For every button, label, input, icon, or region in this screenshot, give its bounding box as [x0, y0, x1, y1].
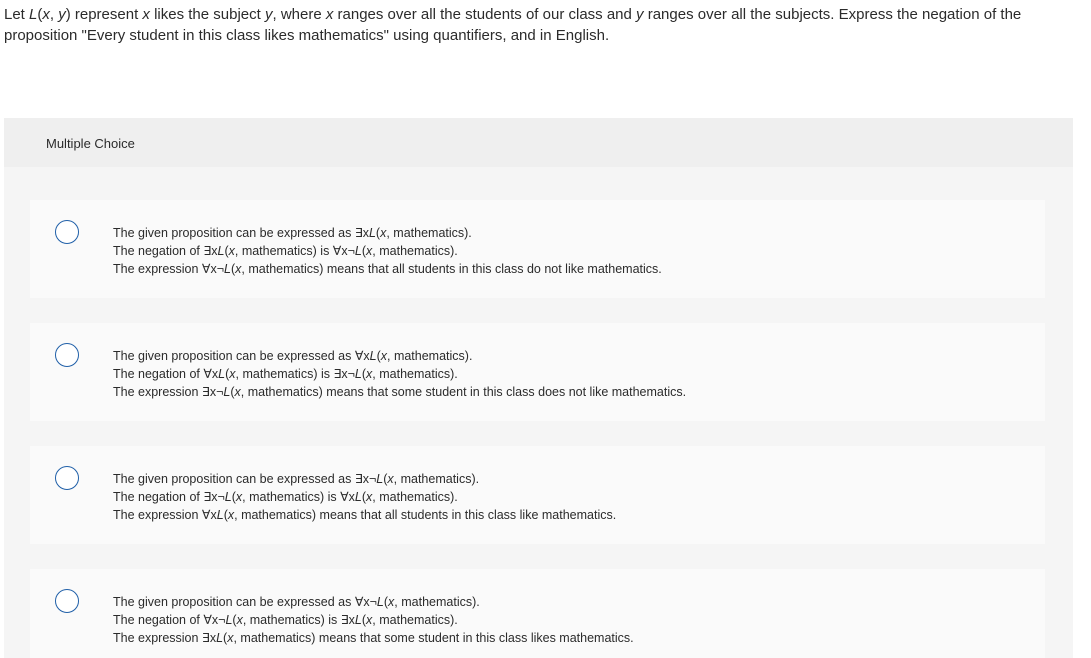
text-run: , mathematics) means that some student in this class does not like mathematics. [240, 385, 687, 399]
math-variable: x [227, 631, 234, 645]
math-variable: y [58, 6, 66, 23]
radio-button-icon[interactable] [55, 220, 79, 244]
math-variable: L [225, 613, 233, 627]
math-variable: y [264, 6, 273, 23]
math-variable: x [388, 595, 395, 609]
answer-option-line [113, 470, 616, 488]
text-run: The expression ∃x¬ [113, 385, 224, 399]
radio-button-icon[interactable] [55, 589, 79, 613]
math-variable: L [224, 490, 232, 504]
math-variable: x [366, 244, 373, 258]
radio-button-icon[interactable] [55, 343, 79, 367]
answer-option-line [113, 365, 686, 383]
text-run: ( [232, 613, 237, 627]
panel-header [4, 118, 1073, 167]
text-run: , mathematics). [387, 349, 473, 363]
math-variable: L [354, 367, 362, 381]
text-run: The given proposition can be expressed as ∀x¬ [113, 595, 377, 609]
math-variable: L [29, 6, 38, 23]
text-run: ranges over all the students of our class and [333, 6, 637, 23]
math-variable: x [227, 508, 235, 522]
answer-option-text [113, 470, 616, 524]
text-run: ( [224, 244, 229, 258]
math-variable: L [223, 385, 231, 399]
text-run: The given proposition can be expressed as ∃x¬ [113, 472, 377, 486]
text-run: , mathematics) means that some student in this class likes mathematics. [233, 631, 634, 645]
math-variable: L [217, 244, 225, 258]
math-variable: x [235, 262, 242, 276]
multiple-choice-panel [4, 118, 1073, 658]
text-run: ( [383, 595, 389, 609]
text-run: ( [37, 6, 43, 23]
text-run: The expression ∃x [113, 631, 217, 645]
text-run: The expression ∀x¬ [113, 262, 225, 276]
text-run: , mathematics) means that all students in this class like mathematics. [234, 508, 617, 522]
math-variable: L [369, 349, 377, 363]
math-variable: x [325, 6, 334, 23]
text-run: , [49, 6, 59, 23]
answer-option-3[interactable] [30, 446, 1045, 544]
text-run: likes the subject [149, 6, 265, 23]
math-variable: x [229, 367, 236, 381]
text-run: The negation of ∀x¬ [113, 613, 226, 627]
math-variable: x [380, 226, 387, 240]
math-variable: L [216, 631, 224, 645]
answer-option-line [113, 506, 616, 524]
radio-button-icon[interactable] [55, 466, 79, 490]
text-run: The negation of ∃x¬ [113, 490, 225, 504]
text-run: The expression ∀x [113, 508, 217, 522]
math-variable: x [387, 472, 394, 486]
text-run: ( [361, 613, 367, 627]
math-variable: L [368, 226, 376, 240]
text-run: , mathematics) is ∀x [242, 490, 355, 504]
text-run: ( [361, 367, 367, 381]
answer-option-text [113, 593, 634, 647]
math-variable: L [224, 262, 231, 276]
answer-option-text [113, 347, 686, 401]
answer-option-1[interactable] [30, 200, 1045, 298]
math-variable: L [354, 490, 362, 504]
text-run: ( [361, 244, 367, 258]
text-run: The negation of ∃x [113, 244, 218, 258]
text-run: , mathematics). [372, 367, 458, 381]
text-run: ( [361, 490, 367, 504]
math-variable: x [366, 613, 373, 627]
text-run: ( [223, 631, 228, 645]
text-run: ( [230, 385, 235, 399]
text-run: , mathematics). [394, 595, 480, 609]
text-run: , mathematics). [372, 490, 458, 504]
text-run: ( [376, 349, 381, 363]
answer-option-4[interactable] [30, 569, 1045, 658]
text-run: ( [231, 490, 236, 504]
answer-option-line [113, 383, 686, 401]
text-run: ( [225, 367, 230, 381]
text-run: The given proposition can be expressed as ∃x [113, 226, 369, 240]
math-variable: x [42, 6, 50, 23]
math-variable: L [354, 244, 362, 258]
text-run: ( [375, 226, 381, 240]
math-variable: L [376, 472, 384, 486]
math-variable: x [142, 6, 150, 23]
math-variable: y [636, 6, 644, 23]
text-run: , mathematics) is ∃x¬ [235, 367, 355, 381]
math-variable: x [366, 367, 373, 381]
answer-option-line [113, 242, 662, 260]
answer-option-text [113, 224, 662, 278]
math-variable: L [216, 508, 224, 522]
question-text [4, 4, 1079, 46]
answer-option-line [113, 260, 662, 278]
answer-option-line [113, 629, 634, 647]
math-variable: x [366, 490, 373, 504]
math-variable: x [236, 613, 243, 627]
answer-option-line [113, 611, 634, 629]
text-run: , mathematics) is ∀x¬ [234, 244, 355, 258]
text-run: Let [4, 6, 30, 23]
math-variable: x [228, 244, 235, 258]
math-variable: x [380, 349, 387, 363]
text-run: , mathematics). [372, 613, 458, 627]
answer-option-line [113, 224, 662, 242]
math-variable: x [235, 490, 243, 504]
math-variable: L [354, 613, 362, 627]
text-run: , mathematics). [386, 226, 472, 240]
math-variable: L [376, 595, 384, 609]
answer-option-line [113, 347, 686, 365]
text-run: The given proposition can be expressed as ∀x [113, 349, 370, 363]
answer-option-line [113, 488, 616, 506]
text-run: , mathematics) is ∃x [242, 613, 355, 627]
answer-option-2[interactable] [30, 323, 1045, 421]
text-run: ( [383, 472, 388, 486]
text-run: ( [231, 262, 236, 276]
text-run: , mathematics). [372, 244, 458, 258]
text-run: , mathematics). [393, 472, 480, 486]
math-variable: L [218, 367, 226, 381]
math-variable: x [234, 385, 241, 399]
text-run: ) represent [65, 6, 143, 23]
text-run: The negation of ∀x [113, 367, 219, 381]
answer-option-line [113, 593, 634, 611]
text-run: , where [272, 6, 326, 23]
text-run: , mathematics) means that all students in this class do not like mathematics. [241, 262, 662, 276]
text-run: ranges over all the subjects. Express the negation of the proposition "Every student in this class likes mathematics" using quantifiers, and in English. [4, 6, 1022, 44]
panel-title: Multiple Choice [46, 136, 135, 151]
text-run: ( [223, 508, 228, 522]
